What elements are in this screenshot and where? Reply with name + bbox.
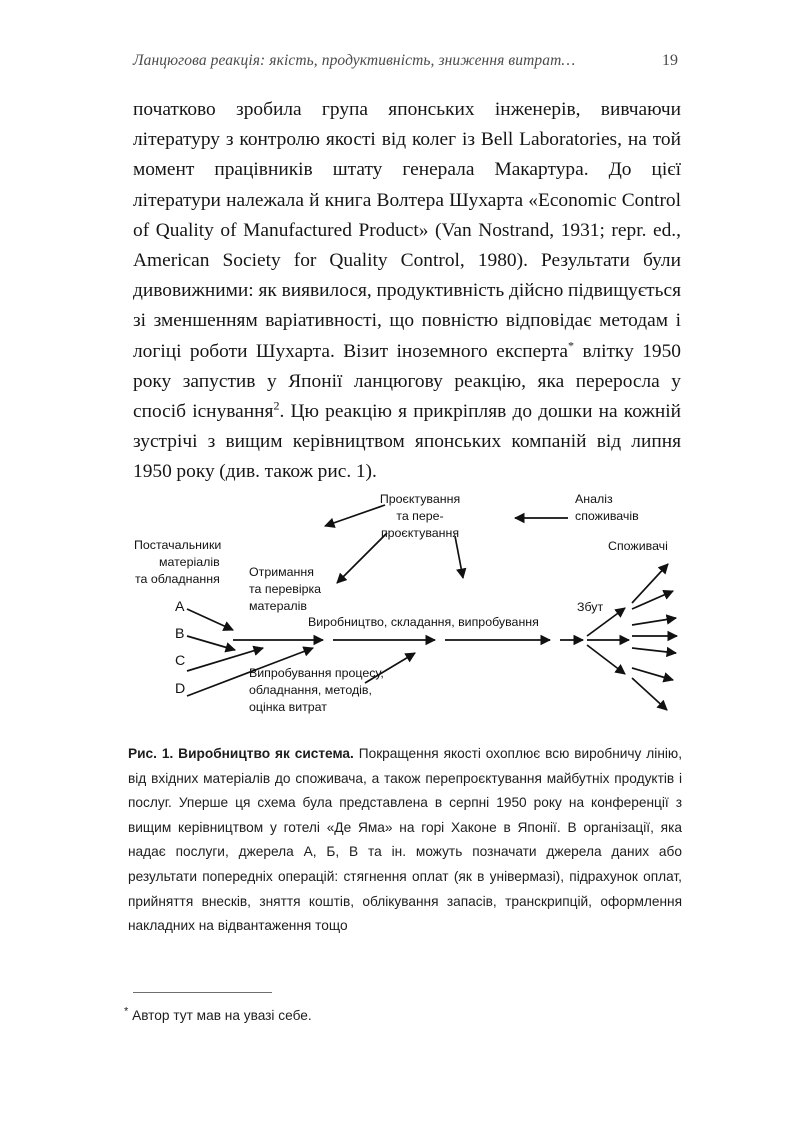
running-head xyxy=(133,52,678,70)
endnote-reference-2: 2 xyxy=(273,398,280,413)
arrow-consumer-5 xyxy=(632,648,676,653)
label-receiving-line2: та перевірка xyxy=(249,582,322,596)
label-source-c: C xyxy=(175,653,186,669)
running-head-title: Ланцюгова реакція: якість, продуктивність, зниження витрат… xyxy=(133,52,576,69)
label-source-b: B xyxy=(175,626,185,642)
caption-body: Покращення якості охоплює всю виробничу лінію, від вхідних матеріалів до споживача, а також перепроєктування майбутніх продуктів і послуг. Уперше ця схема була представлена в серпні 1950 року на конференції з вищим керівництвом у готелі «Де Яма» на горі Хаконе в Японії. В організації, яка надає послуги, джерела А, Б, В та ін. можуть позначати джерела даних або результати попередніх операцій: стягнення оплат (як в універмазі), підрахунок оплат, прийняття внесків, зняття коштів, облікування запасів, транскрипцій, оформлення накладних на відвантаження тощо xyxy=(128,746,682,934)
body-text xyxy=(133,95,681,488)
arrow-design-out-lower-left xyxy=(337,533,387,583)
figure-caption xyxy=(128,742,682,939)
footnote xyxy=(124,1005,644,1027)
label-consumers: Споживачі xyxy=(608,539,668,553)
label-receiving-line1: Отримання xyxy=(249,565,314,579)
diagram-labels xyxy=(134,492,668,714)
arrow-consumer-1 xyxy=(632,564,668,603)
label-production: Виробництво, складання, випробування xyxy=(308,615,539,629)
figure-production-as-a-system xyxy=(125,478,685,730)
arrow-dist-down xyxy=(587,645,625,674)
body-paragraph xyxy=(133,95,681,488)
body-paragraph-part3: . Цю реакцію я прикріпляв до дошки на кожній зустрічі з вищим керівництвом японських компаній від липня 1950 року (див. також рис. 1). xyxy=(133,401,681,483)
label-consumer-research-line2: споживачів xyxy=(575,509,639,523)
body-paragraph-part2: влітку 1950 року запустив у Японії ланцюгову реакцію, яка переросла у спосіб існування xyxy=(133,340,681,423)
label-suppliers-line1: Постачальники xyxy=(134,538,222,552)
label-process-testing-line3: оцінка витрат xyxy=(249,700,327,714)
label-process-testing-line1: Випробування процесу, xyxy=(249,666,384,680)
label-design-line3: проєктування xyxy=(380,526,460,540)
arrow-consumer-6 xyxy=(632,668,673,680)
body-paragraph-part1: початково зробила група японських інженерів, вивчаючи літературу з контролю якості від колег із Bell Laboratories, на той момент працівників штату генерала Макартура. До цієї літератури належала й книга Волтера Шухарта «Economic Control of Quality of Manufactured Product» (Van Nostrand, 1931; repr. ed., American Society for Quality Control, 1980). Результати були дивовижними: як виявилося, продуктивність дійсно підвищується зі зменшенням варіативності, що повністю відповідає методам і логіці роботи Шухарта. Візит іноземного експерта xyxy=(133,99,681,362)
label-suppliers-line2: матеріалів xyxy=(159,555,220,569)
footnote-marker: * xyxy=(124,1005,129,1018)
label-suppliers-line3: та обладнання xyxy=(135,572,220,586)
page-number: 19 xyxy=(662,52,678,69)
arrow-source-a xyxy=(187,609,233,630)
footnote-text: Автор тут мав на увазі себе. xyxy=(128,1008,312,1023)
label-source-d: D xyxy=(175,681,186,697)
caption-figure-title: Виробництво як система. xyxy=(173,746,354,761)
label-process-testing-line2: обладнання, методів, xyxy=(249,683,372,697)
arrow-design-out-down xyxy=(455,536,463,578)
label-distribution: Збут xyxy=(577,600,604,614)
arrow-source-b xyxy=(187,636,235,650)
label-design-line1: Проєктування xyxy=(379,492,461,506)
footnote-separator xyxy=(133,992,272,993)
arrow-consumer-3 xyxy=(632,618,676,625)
system-flow-diagram xyxy=(125,478,685,730)
caption-figure-number: Рис. 1. xyxy=(128,746,174,761)
arrow-consumer-7 xyxy=(632,678,667,710)
label-design-line2: та пере- xyxy=(396,509,444,523)
label-consumer-research-line1: Аналіз xyxy=(575,492,613,506)
footnote-reference-asterisk: * xyxy=(568,338,575,353)
arrow-design-out-left xyxy=(325,505,385,526)
label-receiving-line3: матералів xyxy=(249,599,307,613)
arrow-consumer-2 xyxy=(632,591,673,609)
label-source-a: A xyxy=(175,599,185,615)
